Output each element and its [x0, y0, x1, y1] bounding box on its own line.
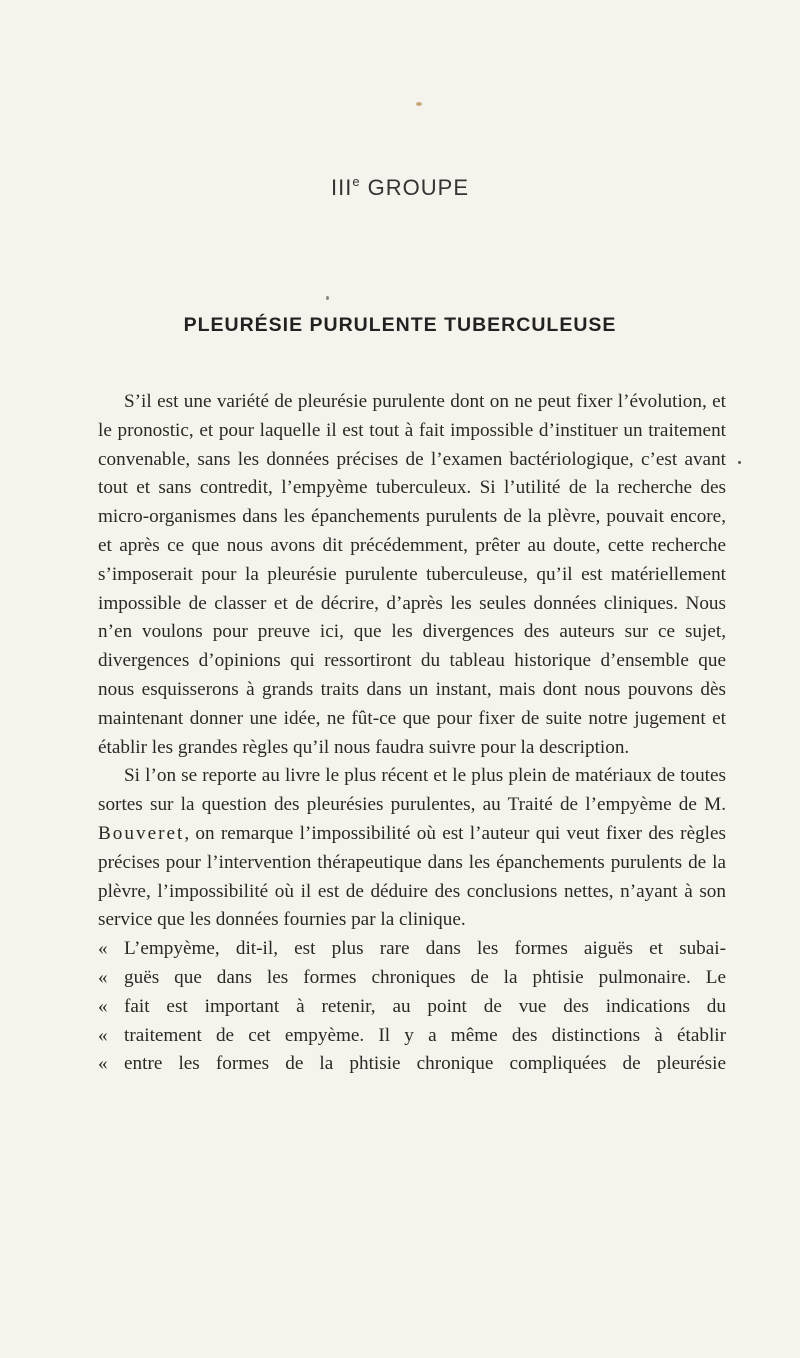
quote-mark: «: [98, 995, 108, 1017]
group-ordinal-suffix: e: [352, 174, 361, 189]
quote-line: [98, 964, 726, 993]
body-text: [98, 388, 726, 1079]
author-name: Bouveret: [98, 822, 185, 844]
quote-line: [98, 1050, 726, 1079]
group-heading: [0, 174, 800, 201]
group-numeral: III: [330, 175, 353, 200]
paper-speck: [738, 461, 741, 464]
quote-line: [98, 1022, 726, 1051]
quote-mark: «: [98, 1053, 108, 1075]
quote-mark: «: [98, 966, 108, 988]
quote-line: [98, 935, 726, 964]
chapter-title: PLEURÉSIE PURULENTE TUBERCULEUSE: [183, 314, 617, 336]
quote-line-text: entre les formes de la phtisie chronique compliquées de pleurésie: [124, 1053, 726, 1075]
quote-mark: «: [98, 1024, 108, 1046]
paragraph-2-intro: Si l’on se reporte au livre le plus récent et le plus plein de matériaux de toutes sortes sur la question des pleurésies purulentes, au Traité de l’empyème de M.: [98, 765, 726, 816]
paragraph-2-rest: , on remarque l’impossibilité où est l’auteur qui veut fixer des règles précises pour l’intervention thérapeutique dans les épanchements purulents de la plèvre, l’impossibilité où il est de déduire des conclusions nettes, n’ayant à son service que les données fournies par la clinique.: [98, 822, 726, 931]
quote-mark: «: [98, 938, 108, 960]
quote-line-text: traitement de cet empyème. Il y a même des distinctions à établir: [124, 1024, 726, 1046]
quote-line-text: guës que dans les formes chroniques de la phtisie pulmonaire. Le: [124, 966, 726, 988]
quote-line-text: L’empyème, dit-il, est plus rare dans les formes aiguës et subai-: [124, 938, 726, 960]
paragraph-1: S’il est une variété de pleurésie purulente dont on ne peut fixer l’évolution, et le pronostic, et pour laquelle il est tout à fait impossible d’instituer un traitement convenable, sans les données précises de l’examen bactériologique, c’est avant tout et sans contredit, l’empyème tuberculeux. Si l’utilité de la recherche des micro-organismes dans les épanchements purulents de la plèvre, pouvait encore, et après ce que nous avons dit précédemment, prêter au doute, cette recherche s’imposerait pour la pleurésie purulente tuberculeuse, qu’il est matériellement impossible de classer et de décrire, d’après les seules données cliniques. Nous n’en voulons pour preuve ici, que les divergences des auteurs sur ce sujet, divergences d’opinions qui ressortiront du tableau historique d’ensemble que nous esquisserons à grands traits dans un instant, mais dont nous pouvons dès maintenant donner une idée, ne fût-ce que pour fixer de suite notre jugement et établir les grandes règles qu’il nous faudra suivre pour la description.: [98, 391, 726, 758]
paper-speck: [326, 296, 329, 300]
paper-speck: [416, 102, 422, 106]
quotation-block: [98, 935, 726, 1079]
quote-line: [98, 993, 726, 1022]
paragraph-2: [98, 762, 726, 935]
group-word: GROUPE: [367, 175, 470, 200]
quote-line-text: fait est important à retenir, au point de vue des indications du: [124, 995, 726, 1017]
